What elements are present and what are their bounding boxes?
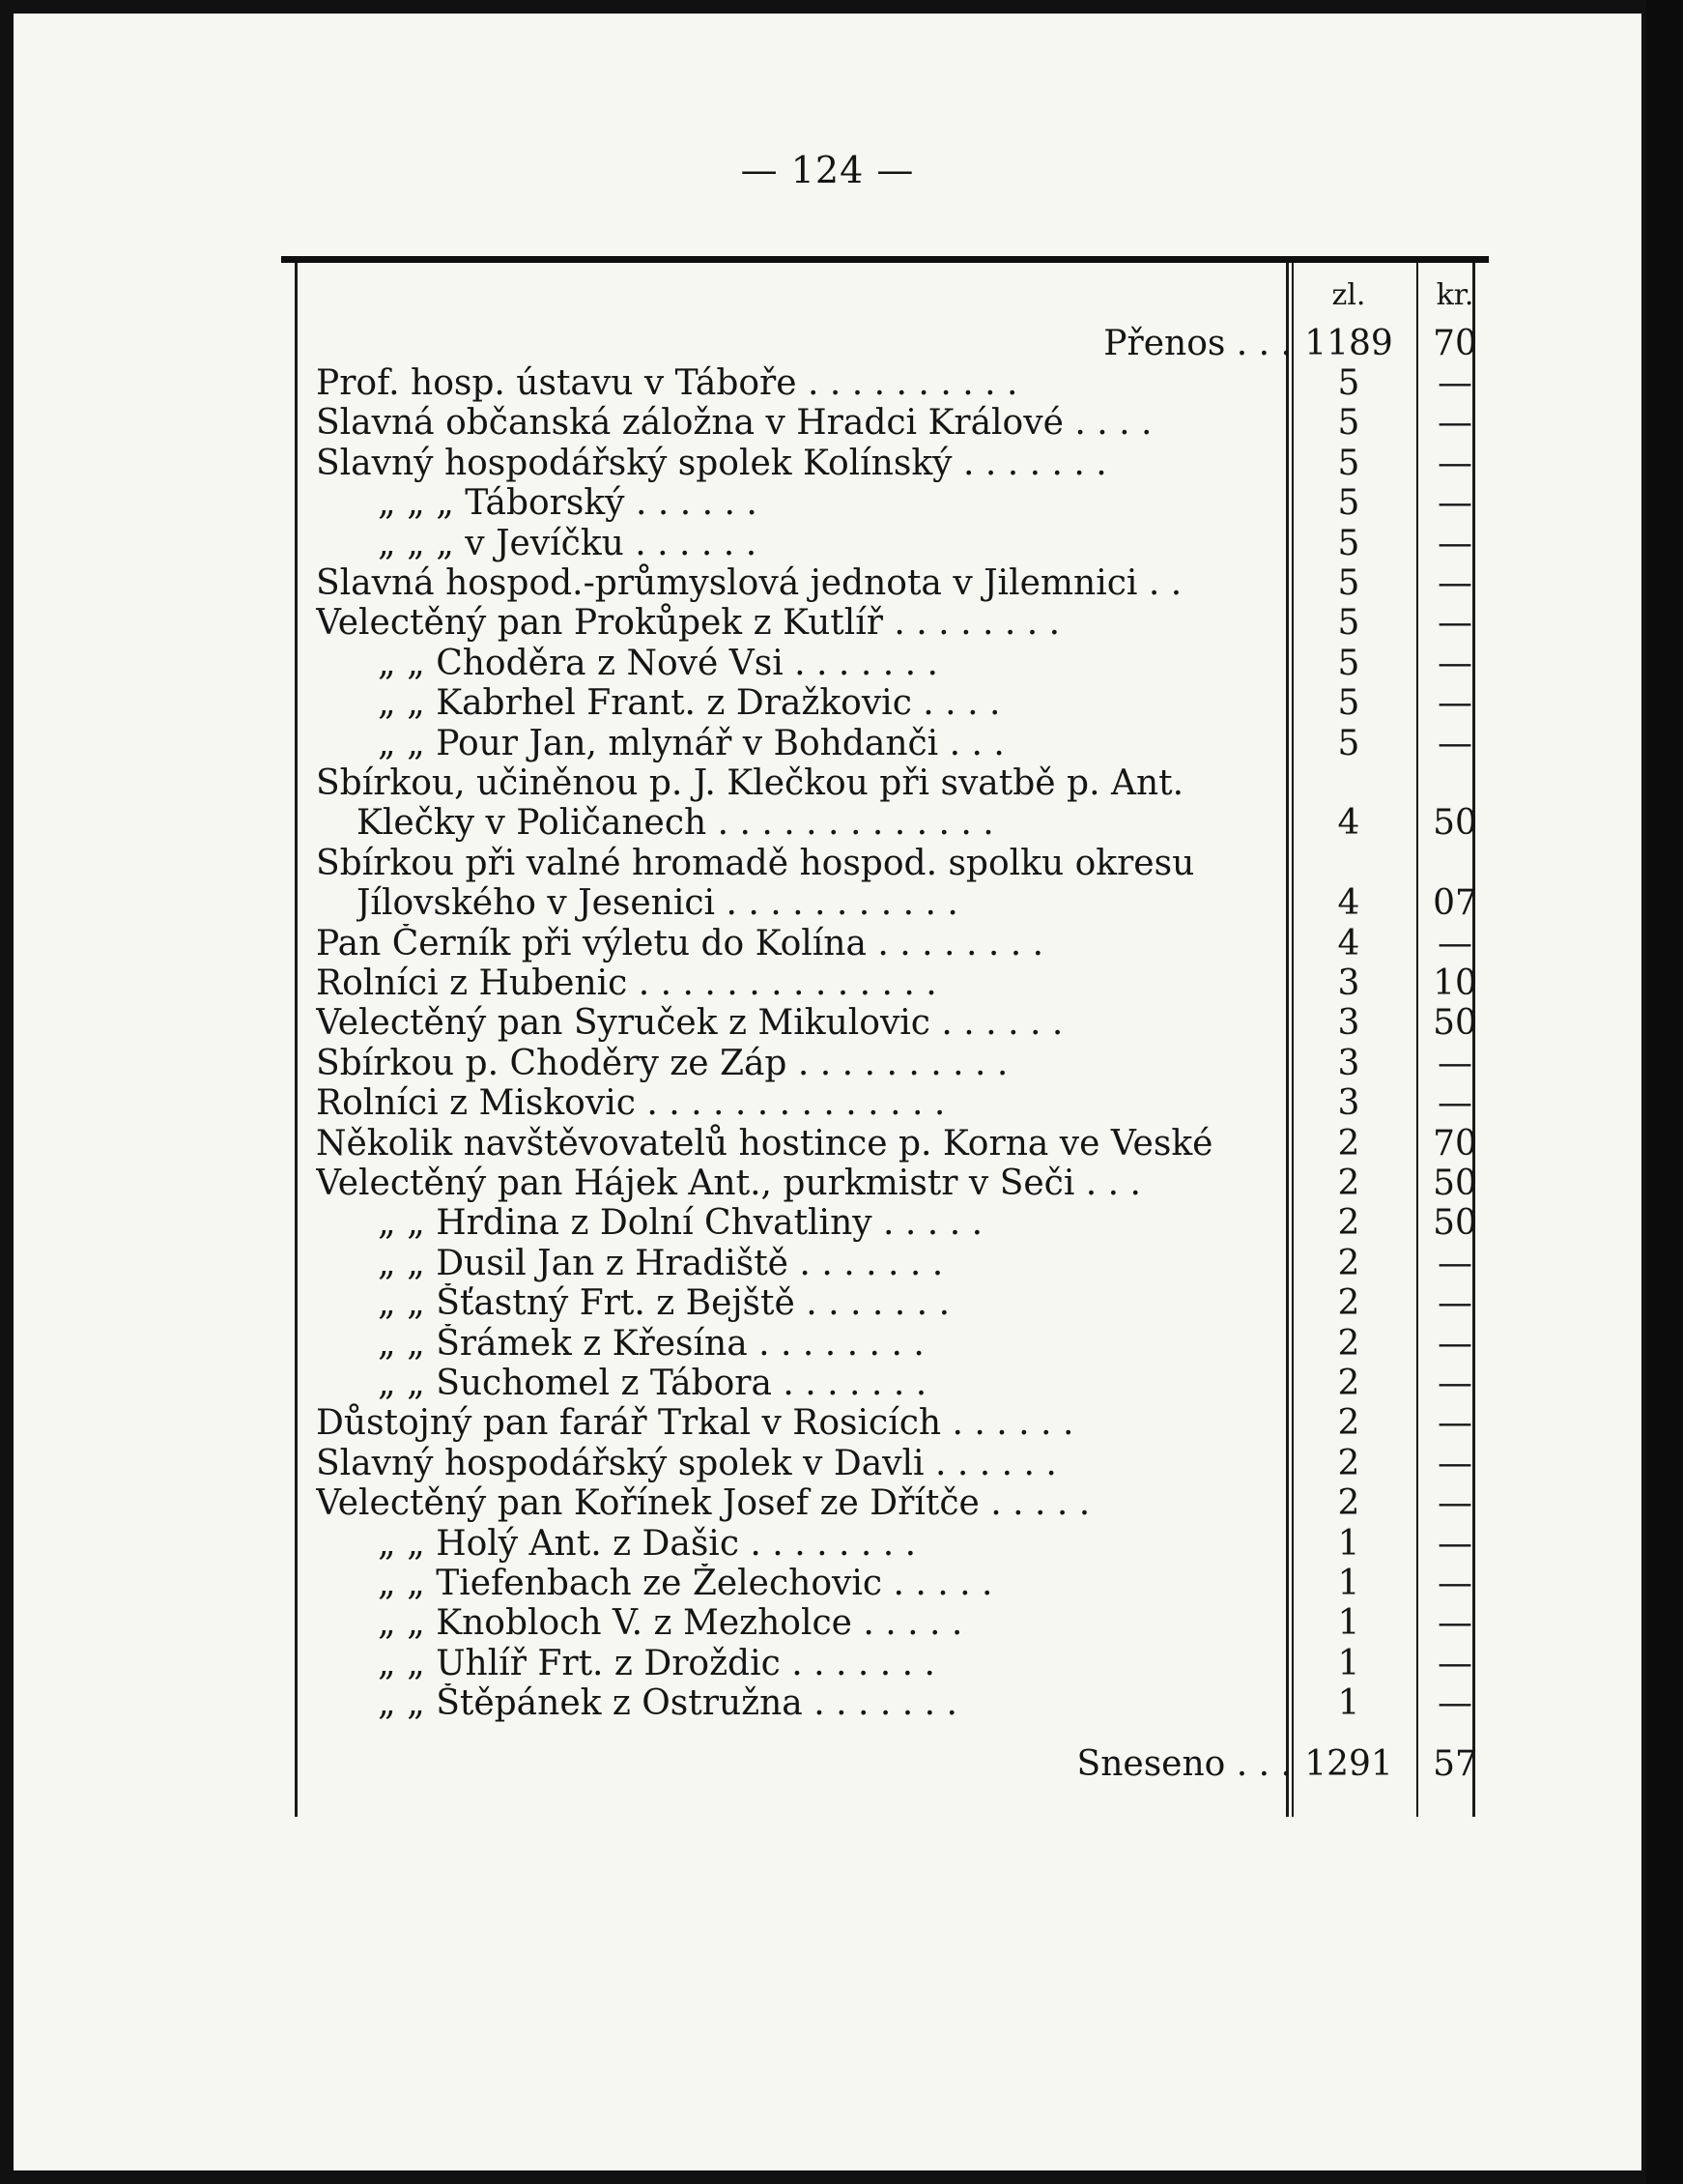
- row-zl: 2: [1337, 1243, 1360, 1283]
- row-description: Důstojný pan farář Trkal v Rosicích . . . . . .: [316, 1403, 1074, 1444]
- row-zl: 5: [1337, 563, 1360, 603]
- row-zl: 2: [1337, 1323, 1360, 1364]
- page-number: — 124 —: [740, 149, 915, 191]
- row-zl: 2: [1337, 1483, 1360, 1524]
- row-description: „ „ Pour Jan, mlynář v Bohdanči . . .: [378, 723, 1005, 763]
- book-page: [14, 14, 1641, 2170]
- row-kr: —: [1438, 923, 1472, 963]
- scan-edge: [1646, 0, 1683, 2184]
- row-kr: 50: [1433, 1203, 1477, 1244]
- top-rule: [281, 256, 1489, 263]
- row-kr: —: [1438, 1083, 1472, 1124]
- total-row: [281, 1744, 1489, 1784]
- row-description: „ „ Hrdina z Dolní Chvatliny . . . . .: [378, 1203, 984, 1244]
- table-row: [281, 1324, 1489, 1364]
- row-kr: 10: [1433, 963, 1477, 1003]
- row-zl: 1: [1337, 1523, 1360, 1564]
- row-description: Sbírkou při valné hromadě hospod. spolku okresu: [316, 843, 1195, 883]
- total-label: Sneseno . . .: [1076, 1744, 1292, 1784]
- row-zl: 5: [1337, 723, 1360, 763]
- row-kr: —: [1438, 1603, 1472, 1644]
- row-description: Prof. hosp. ústavu v Táboře . . . . . . . . . .: [316, 363, 1018, 403]
- column-header-zl: zl.: [1331, 278, 1366, 312]
- row-description: Velectěný pan Prokůpek z Kutlíř . . . . . . . .: [316, 603, 1061, 644]
- row-kr: 07: [1433, 883, 1477, 924]
- table-row: [281, 1564, 1489, 1603]
- row-description: Slavný hospodářský spolek Kolínský . . . . . . .: [316, 443, 1107, 483]
- row-zl: 5: [1337, 603, 1360, 644]
- row-zl: 3: [1337, 1003, 1360, 1044]
- row-description: „ „ Suchomel z Tábora . . . . . . .: [378, 1364, 927, 1403]
- row-description: „ „ Tiefenbach ze Želechovic . . . . .: [378, 1564, 993, 1603]
- row-zl: 2: [1337, 1403, 1360, 1444]
- row-zl: 1: [1337, 1564, 1360, 1603]
- table-row: [281, 683, 1489, 723]
- row-kr: —: [1438, 363, 1472, 403]
- row-kr: —: [1438, 1043, 1472, 1083]
- table-row: [281, 1203, 1489, 1243]
- row-kr: —: [1438, 403, 1472, 444]
- row-description: Slavný hospodářský spolek v Davli . . . . . .: [316, 1443, 1057, 1483]
- table-row: [281, 363, 1489, 403]
- total-zl: 1291: [1304, 1744, 1393, 1784]
- row-description: „ „ Štěpánek z Ostružna . . . . . . .: [378, 1683, 957, 1724]
- row-zl: 4: [1337, 883, 1360, 924]
- table-row: [281, 644, 1489, 683]
- row-description: „ „ „ v Jevíčku . . . . . .: [378, 523, 757, 563]
- row-kr: 50: [1433, 1003, 1477, 1044]
- row-kr: —: [1438, 1483, 1472, 1524]
- row-kr: —: [1438, 1443, 1472, 1483]
- row-description: Slavná občanská záložna v Hradci Králové . . . .: [316, 403, 1153, 444]
- row-kr: —: [1438, 1364, 1472, 1403]
- table-row: [281, 1524, 1489, 1564]
- row-description: „ „ Knobloch V. z Mezholce . . . . .: [378, 1603, 963, 1644]
- row-zl: 2: [1337, 1283, 1360, 1324]
- table-row: [281, 563, 1489, 603]
- row-description: „ „ Kabrhel Frant. z Dražkovic . . . .: [378, 683, 1001, 724]
- row-kr: —: [1438, 643, 1472, 683]
- table-row: [281, 444, 1489, 483]
- column-header-kr: kr.: [1436, 278, 1474, 312]
- row-kr: —: [1438, 683, 1472, 724]
- row-zl: 5: [1337, 643, 1360, 683]
- table-row: [281, 1644, 1489, 1683]
- table-row: [281, 483, 1489, 523]
- table-row: [281, 1083, 1489, 1123]
- table-row: [281, 1244, 1489, 1283]
- table-row: [281, 524, 1489, 563]
- row-zl: 4: [1337, 803, 1360, 844]
- table-row: [281, 603, 1489, 643]
- table-row: [281, 844, 1489, 883]
- carried-forward-kr: 70: [1433, 324, 1477, 363]
- row-zl: 2: [1337, 1203, 1360, 1244]
- table-row: [281, 1683, 1489, 1723]
- table-row: [281, 1003, 1489, 1043]
- row-description: „ „ Dusil Jan z Hradiště . . . . . . .: [378, 1243, 944, 1283]
- table-row: [281, 1044, 1489, 1083]
- table-row: [281, 883, 1489, 923]
- row-zl: 2: [1337, 1123, 1360, 1164]
- row-zl: 5: [1337, 403, 1360, 444]
- row-zl: 3: [1337, 1083, 1360, 1124]
- table-row: [281, 963, 1489, 1003]
- row-zl: 1: [1337, 1683, 1360, 1724]
- table-row: [281, 1603, 1489, 1643]
- row-zl: 5: [1337, 683, 1360, 724]
- row-zl: 2: [1337, 1164, 1360, 1203]
- row-description: Klečky v Poličanech . . . . . . . . . . . . .: [357, 803, 994, 844]
- total-kr: 57: [1433, 1744, 1477, 1784]
- row-description: Několik navštěvovatelů hostince p. Korna ve Veské: [316, 1123, 1213, 1164]
- ledger-table: [281, 256, 1489, 1817]
- carried-forward-zl: 1189: [1304, 324, 1393, 363]
- row-kr: —: [1438, 1564, 1472, 1603]
- table-row: [281, 1124, 1489, 1164]
- table-row: [281, 1164, 1489, 1203]
- table-row: [281, 763, 1489, 803]
- row-zl: 5: [1337, 483, 1360, 524]
- row-description: Rolníci z Miskovic . . . . . . . . . . . . . .: [316, 1083, 946, 1124]
- row-zl: 5: [1337, 523, 1360, 563]
- row-kr: —: [1438, 1683, 1472, 1724]
- row-description: Rolníci z Hubenic . . . . . . . . . . . . . .: [316, 963, 937, 1003]
- table-row: [281, 1403, 1489, 1443]
- row-kr: —: [1438, 443, 1472, 483]
- table-row: [281, 1283, 1489, 1323]
- row-kr: —: [1438, 1283, 1472, 1324]
- row-kr: —: [1438, 523, 1472, 563]
- carried-forward-row: [281, 324, 1489, 363]
- row-description: Velectěný pan Syruček z Mikulovic . . . . . .: [316, 1003, 1064, 1044]
- row-kr: —: [1438, 603, 1472, 644]
- row-zl: 5: [1337, 363, 1360, 403]
- table-row: [281, 403, 1489, 443]
- row-description: Slavná hospod.-průmyslová jednota v Jilemnici . .: [316, 563, 1183, 603]
- row-kr: 70: [1433, 1123, 1477, 1164]
- row-description: „ „ Šťastný Frt. z Bejště . . . . . . .: [378, 1283, 951, 1324]
- row-zl: 3: [1337, 1043, 1360, 1083]
- row-description: Velectěný pan Kořínek Josef ze Dřítče . . . . .: [316, 1483, 1091, 1524]
- row-zl: 5: [1337, 443, 1360, 483]
- row-description: „ „ Uhlíř Frt. z Droždic . . . . . . .: [378, 1643, 935, 1683]
- column-header-row: [281, 275, 1489, 315]
- table-row: [281, 803, 1489, 843]
- row-kr: —: [1438, 1323, 1472, 1364]
- row-zl: 4: [1337, 923, 1360, 963]
- row-kr: —: [1438, 1643, 1472, 1683]
- row-description: „ „ „ Táborský . . . . . .: [378, 483, 757, 524]
- row-kr: 50: [1433, 1164, 1477, 1203]
- row-zl: 1: [1337, 1603, 1360, 1644]
- row-description: Sbírkou p. Choděry ze Záp . . . . . . . . . .: [316, 1043, 1009, 1083]
- row-zl: 2: [1337, 1364, 1360, 1403]
- row-zl: 2: [1337, 1443, 1360, 1483]
- carried-forward-label: Přenos . . .: [1103, 324, 1292, 363]
- table-row: [281, 1444, 1489, 1483]
- table-row: [281, 924, 1489, 963]
- row-kr: —: [1438, 1243, 1472, 1283]
- row-zl: 3: [1337, 963, 1360, 1003]
- row-description: „ „ Šrámek z Křesína . . . . . . . .: [378, 1323, 925, 1364]
- row-description: Pan Černík při výletu do Kolína . . . . . . . .: [316, 923, 1044, 963]
- row-description: „ „ Choděra z Nové Vsi . . . . . . .: [378, 643, 938, 683]
- row-kr: —: [1438, 1523, 1472, 1564]
- table-row: [281, 1364, 1489, 1403]
- row-kr: 50: [1433, 803, 1477, 844]
- table-row: [281, 1483, 1489, 1523]
- row-kr: —: [1438, 563, 1472, 603]
- row-description: „ „ Holý Ant. z Dašic . . . . . . . .: [378, 1523, 917, 1564]
- row-zl: 1: [1337, 1643, 1360, 1683]
- row-kr: —: [1438, 483, 1472, 524]
- row-description: Velectěný pan Hájek Ant., purkmistr v Seči . . .: [316, 1164, 1141, 1203]
- table-row: [281, 724, 1489, 763]
- row-description: Jílovského v Jesenici . . . . . . . . . . .: [357, 883, 958, 924]
- row-kr: —: [1438, 1403, 1472, 1444]
- row-kr: —: [1438, 723, 1472, 763]
- row-description: Sbírkou, učiněnou p. J. Klečkou při svatbě p. Ant.: [316, 763, 1184, 803]
